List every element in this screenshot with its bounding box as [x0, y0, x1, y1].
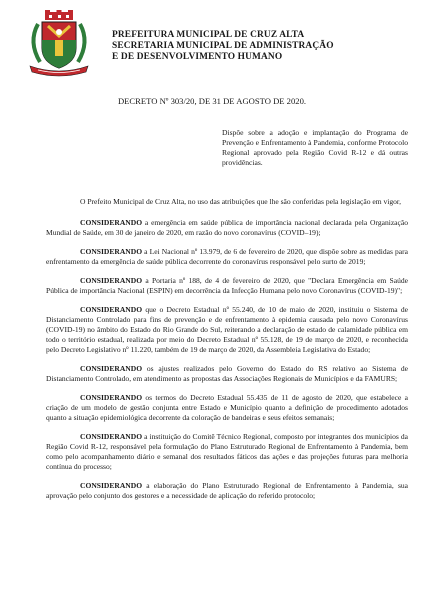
considerando-keyword: CONSIDERANDO — [80, 393, 143, 402]
considerando-text: os termos do Decreto Estadual 55.435 de 11 de agosto de 2020, que estabelece a criação de um modelo de gestão conjunta entre Estado e Município quanto a definição de procedimento adotados quanto a situação epidemiológica decorrente da coloração de bandeiras e seus efeitos semanais; — [46, 393, 408, 422]
considerando-keyword: CONSIDERANDO — [80, 481, 143, 490]
institution-header — [112, 30, 412, 64]
considerando-keyword: CONSIDERANDO — [80, 364, 143, 373]
considerando-text: a emergência em saúde pública de importância nacional declarada pela Organização Mundial de Saúde, em 30 de janeiro de 2020, em razão do novo coronavírus (COVID–19); — [46, 218, 408, 237]
intro-text: O Prefeito Municipal de Cruz Alta, no uso das atribuições que lhe são conferidas pela legislação em vigor, — [80, 197, 401, 206]
decree-title: DECRETO Nº 303/20, DE 31 DE AGOSTO DE 2020. — [117, 96, 307, 106]
considerando-text: que o Decreto Estadual nº 55.240, de 10 de maio de 2020, instituiu o Sistema de Distanciamento Controlado para fins de prevenção e de enfrentamento à epidemia causada pelo novo Coronavírus (COVID-19) no âmbito do Estado do Rio Grande do Sul, reiterando a declaração de estado de calamidade pública em todo o território estadual, realizada por meio do Decreto Estadual nº 55.128, de 19 de março de 2020, e reconhecida pelo Decreto Legislativo nº 11.220, também de 19 de março de 2020, da Assembleia Legislativa do Estado; — [46, 305, 408, 354]
header-line-1: PREFEITURA MUNICIPAL DE CRUZ ALTA — [112, 30, 305, 40]
considerando-keyword: CONSIDERANDO — [80, 305, 143, 314]
considerando-paragraph — [46, 432, 408, 472]
decree-body — [46, 197, 408, 510]
considerando-keyword: CONSIDERANDO — [80, 247, 143, 256]
considerando-text: os ajustes realizados pelo Governo do Estado do RS relativo ao Sistema de Distanciamento Controlado, em atendimento as propostas das Associações Regionais de Municípios e da FAMURS; — [46, 364, 408, 383]
header-line-2: SECRETARIA MUNICIPAL DE ADMINISTRAÇÃO — [112, 41, 334, 52]
considerando-paragraph — [46, 393, 408, 423]
considerando-paragraph — [46, 481, 408, 501]
header-line-3: E DE DESENVOLVIMENTO HUMANO — [112, 52, 283, 63]
ementa: Dispõe sobre a adoção e implantação do Programa de Prevenção e Enfrentamento à Pandemia, conforme Protocolo Regional aprovado pela Região Covid R-12 e dá outras providências. — [222, 128, 408, 167]
municipal-coat-of-arms-icon — [24, 10, 94, 80]
considerando-paragraph — [46, 364, 408, 384]
considerando-keyword: CONSIDERANDO — [80, 276, 143, 285]
considerando-paragraph — [46, 305, 408, 355]
intro-paragraph — [46, 197, 408, 207]
considerando-text: a Portaria nº 188, de 4 de fevereiro de 2020, que "Declara Emergência em Saúde Pública de importância Nacional (ESPIN) em decorrência da Infecção Humana pelo novo Coronavírus (COVID-19)"; — [46, 276, 408, 295]
considerando-paragraph — [46, 276, 408, 296]
considerando-paragraph — [46, 247, 408, 267]
considerando-text: a elaboração do Plano Estruturado Regional de Enfrentamento à Pandemia, sua aprovação pelo conjunto dos gestores e a necessidade de aplicação do referido protocolo; — [46, 481, 408, 500]
considerando-paragraph — [46, 218, 408, 238]
considerando-keyword: CONSIDERANDO — [80, 432, 143, 441]
considerando-text: a Lei Nacional nº 13.979, de 6 de fevereiro de 2020, que dispõe sobre as medidas para enfrentamento da emergência de saúde pública decorrente do coronavírus responsável pelo surto de 2019; — [46, 247, 408, 266]
considerando-text: a instituição do Comitê Técnico Regional, composto por integrantes dos municípios da Região Covid R-12, responsável pela formulação do Plano Estruturado Regional de Enfrentamento à Pandemia, bem como pelo acompanhamento diário e semanal dos resultados fáticos das ações e das projeções futuras para melhoria contínua do processo; — [46, 432, 408, 471]
considerando-keyword: CONSIDERANDO — [80, 218, 143, 227]
